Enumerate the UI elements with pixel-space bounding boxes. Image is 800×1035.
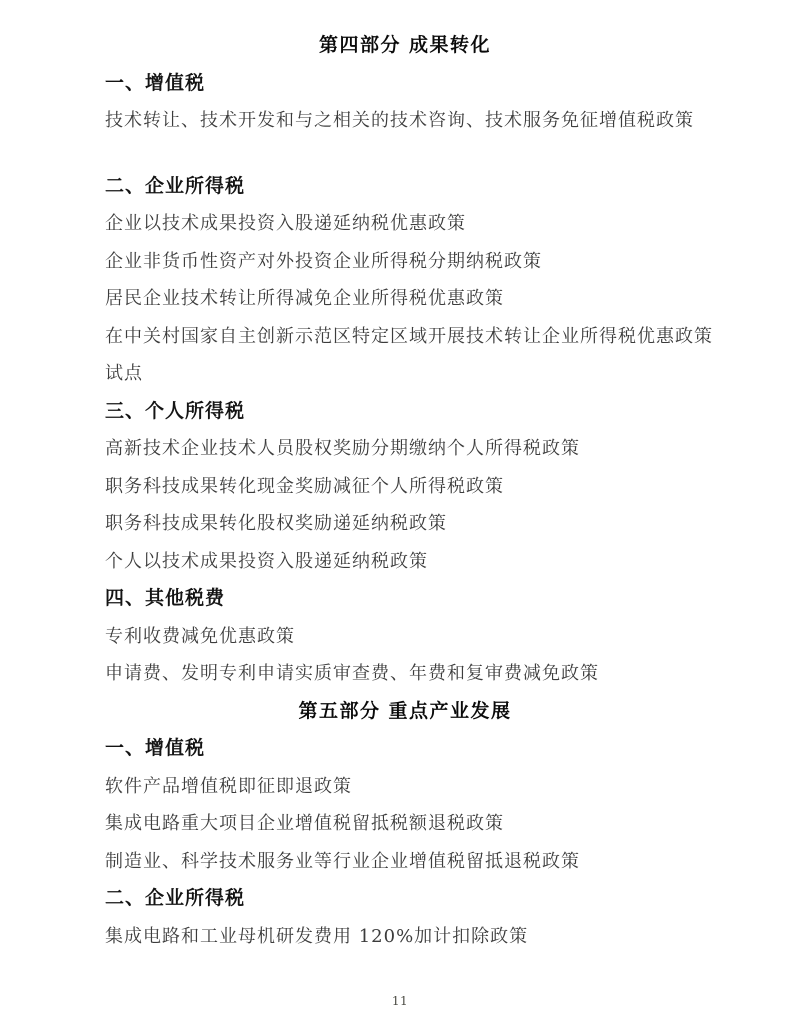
policy-item: 申请费、发明专利申请实质审查费、年费和复审费减免政策 bbox=[105, 663, 599, 684]
policy-item: 高新技术企业技术人员股权奖励分期缴纳个人所得税政策 bbox=[105, 438, 580, 459]
policy-item: 在中关村国家自主创新示范区特定区域开展技术转让企业所得税优惠政策试点 bbox=[105, 325, 713, 384]
policy-item: 专利收费减免优惠政策 bbox=[105, 625, 295, 647]
part-title-4: 第四部分 成果转化 bbox=[318, 34, 492, 56]
policy-item: 企业以技术成果投资入股递延纳税优惠政策 bbox=[105, 213, 466, 234]
blank-line bbox=[105, 140, 705, 168]
section-heading-cit-2: 二、企业所得税 bbox=[105, 887, 246, 909]
policy-item: 集成电路重大项目企业增值税留抵税额退税政策 bbox=[105, 813, 504, 834]
policy-item: 职务科技成果转化现金奖励减征个人所得税政策 bbox=[105, 475, 504, 497]
part-title-5: 第五部分 重点产业发展 bbox=[298, 699, 512, 722]
page-number: 11 bbox=[391, 994, 409, 1008]
section-heading-vat: 一、增值税 bbox=[105, 71, 206, 94]
policy-item: 集成电路和工业母机研发费用 120%加计扣除政策 bbox=[105, 925, 529, 947]
policy-item: 职务科技成果转化股权奖励递延纳税政策 bbox=[105, 513, 447, 534]
policy-item: 企业非货币性资产对外投资企业所得税分期纳税政策 bbox=[105, 250, 542, 272]
policy-item: 软件产品增值税即征即退政策 bbox=[105, 775, 352, 797]
section-heading-other-taxes: 四、其他税费 bbox=[105, 587, 226, 609]
section-heading-iit: 三、个人所得税 bbox=[105, 399, 246, 422]
page-content bbox=[105, 27, 713, 955]
section-heading-cit: 二、企业所得税 bbox=[105, 174, 246, 197]
section-heading-vat-2: 一、增值税 bbox=[105, 737, 206, 759]
policy-item: 个人以技术成果投资入股递延纳税政策 bbox=[105, 550, 428, 572]
policy-item: 制造业、科学技术服务业等行业企业增值税留抵退税政策 bbox=[105, 850, 580, 872]
policy-item: 居民企业技术转让所得减免企业所得税优惠政策 bbox=[105, 288, 504, 309]
policy-item: 技术转让、技术开发和与之相关的技术咨询、技术服务免征增值税政策 bbox=[105, 110, 694, 131]
